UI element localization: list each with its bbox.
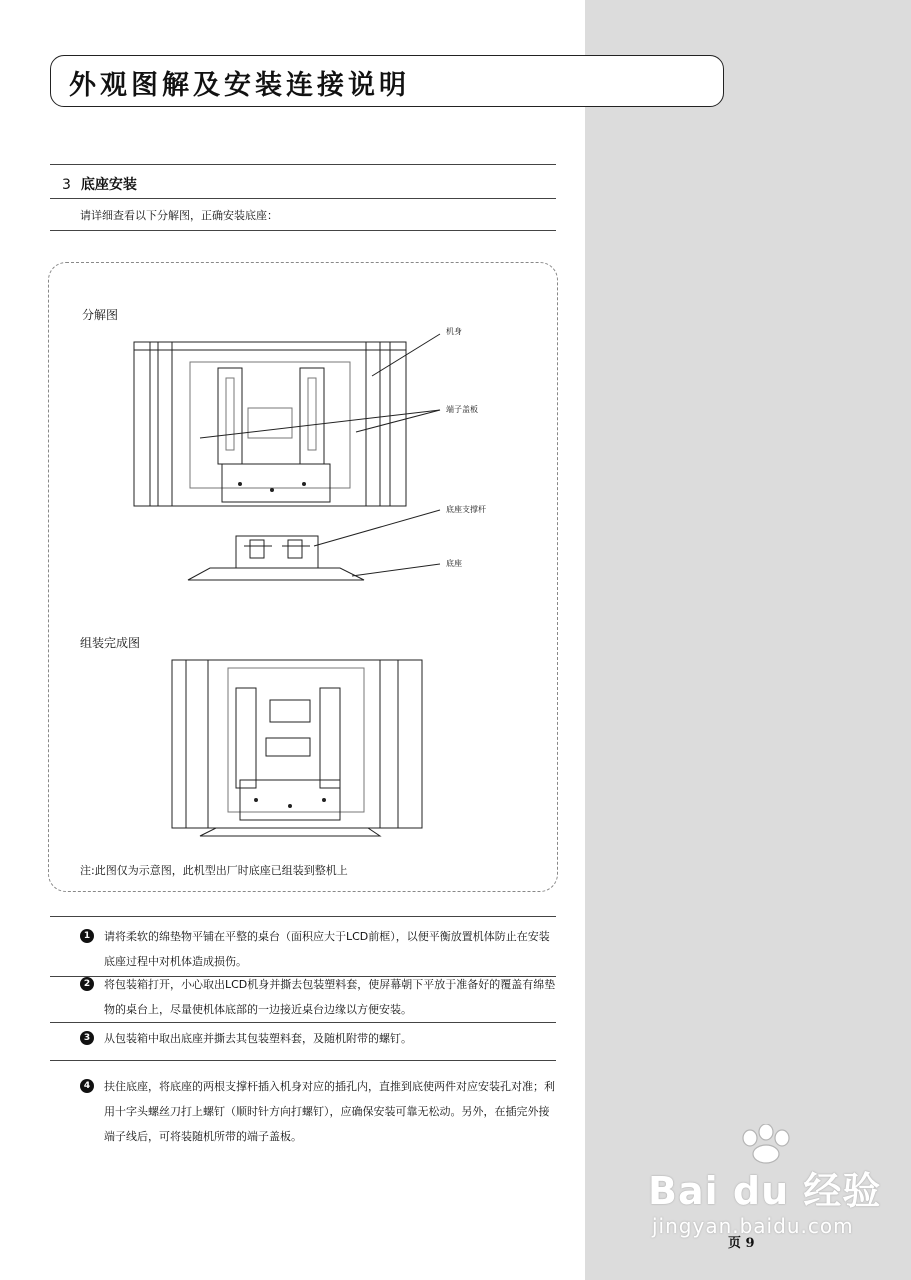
paw-icon — [736, 1124, 796, 1164]
section-title: 底座安装 — [80, 177, 137, 193]
callout-base: 底座 — [446, 559, 462, 568]
step-4-number: 4 — [80, 1079, 94, 1093]
step-2 — [80, 972, 558, 1022]
callout-body: 机身 — [446, 327, 462, 336]
step-2-text: 将包装箱打开，小心取出LCD机身并撕去包装塑料套，使屏幕朝下平放于准备好的覆盖有绵垫物的桌台上，尽量使机体底部的一边接近桌台边缘以方便安装。 — [104, 978, 556, 1016]
step-1 — [80, 924, 558, 974]
step-3 — [80, 1026, 558, 1051]
step-2-number: 2 — [80, 977, 94, 991]
step-rule-3 — [50, 1060, 556, 1061]
section-intro: 请详细查看以下分解图，正确安装底座： — [80, 209, 278, 222]
callout-terminal-cover: 端子盖板 — [446, 405, 478, 414]
watermark-url: jingyan.baidu.com — [652, 1214, 854, 1238]
baidu-watermark — [648, 1150, 882, 1240]
step-1-text: 请将柔软的绵垫物平铺在平整的桌台（面积应大于LCD前框），以便平衡放置机体防止在安装底座过程中对机体造成损伤。 — [104, 930, 550, 968]
callout-stand-pole: 底座支撑杆 — [446, 505, 486, 514]
steps-top-rule — [50, 916, 556, 917]
step-4 — [80, 1074, 558, 1149]
stand-pole-outline — [236, 536, 318, 568]
page-number: 页 9 — [728, 1236, 755, 1251]
page-title: 外观图解及安装连接说明 — [69, 70, 410, 101]
step-1-number: 1 — [80, 929, 94, 943]
exploded-view-label: 分解图 — [82, 308, 119, 322]
section-number: 3 — [62, 177, 71, 193]
tv-body-outline — [134, 342, 406, 506]
step-3-number: 3 — [80, 1031, 94, 1045]
step-3-text: 从包装箱中取出底座并撕去其包装塑料套，及随机附带的螺钉。 — [104, 1032, 412, 1045]
step-rule-2 — [50, 1022, 556, 1023]
base-outline — [188, 568, 364, 580]
watermark-brand: Bai du 经验 — [648, 1169, 882, 1213]
assembled-view-label: 组装完成图 — [80, 636, 141, 650]
figure-note: 注:此图仅为示意图，此机型出厂时底座已组装到整机上 — [80, 864, 348, 877]
step-4-text: 扶住底座，将底座的两根支撑杆插入机身对应的插孔内，直推到底使两件对应安装孔对准；利用十字头螺丝刀打上螺钉（顺时针方向打螺钉），应确保安装可靠无松动。另外，在插完外接端子线后，可将装随机所带的端子盖板。 — [104, 1080, 555, 1143]
assembled-tv-outline — [172, 660, 422, 828]
